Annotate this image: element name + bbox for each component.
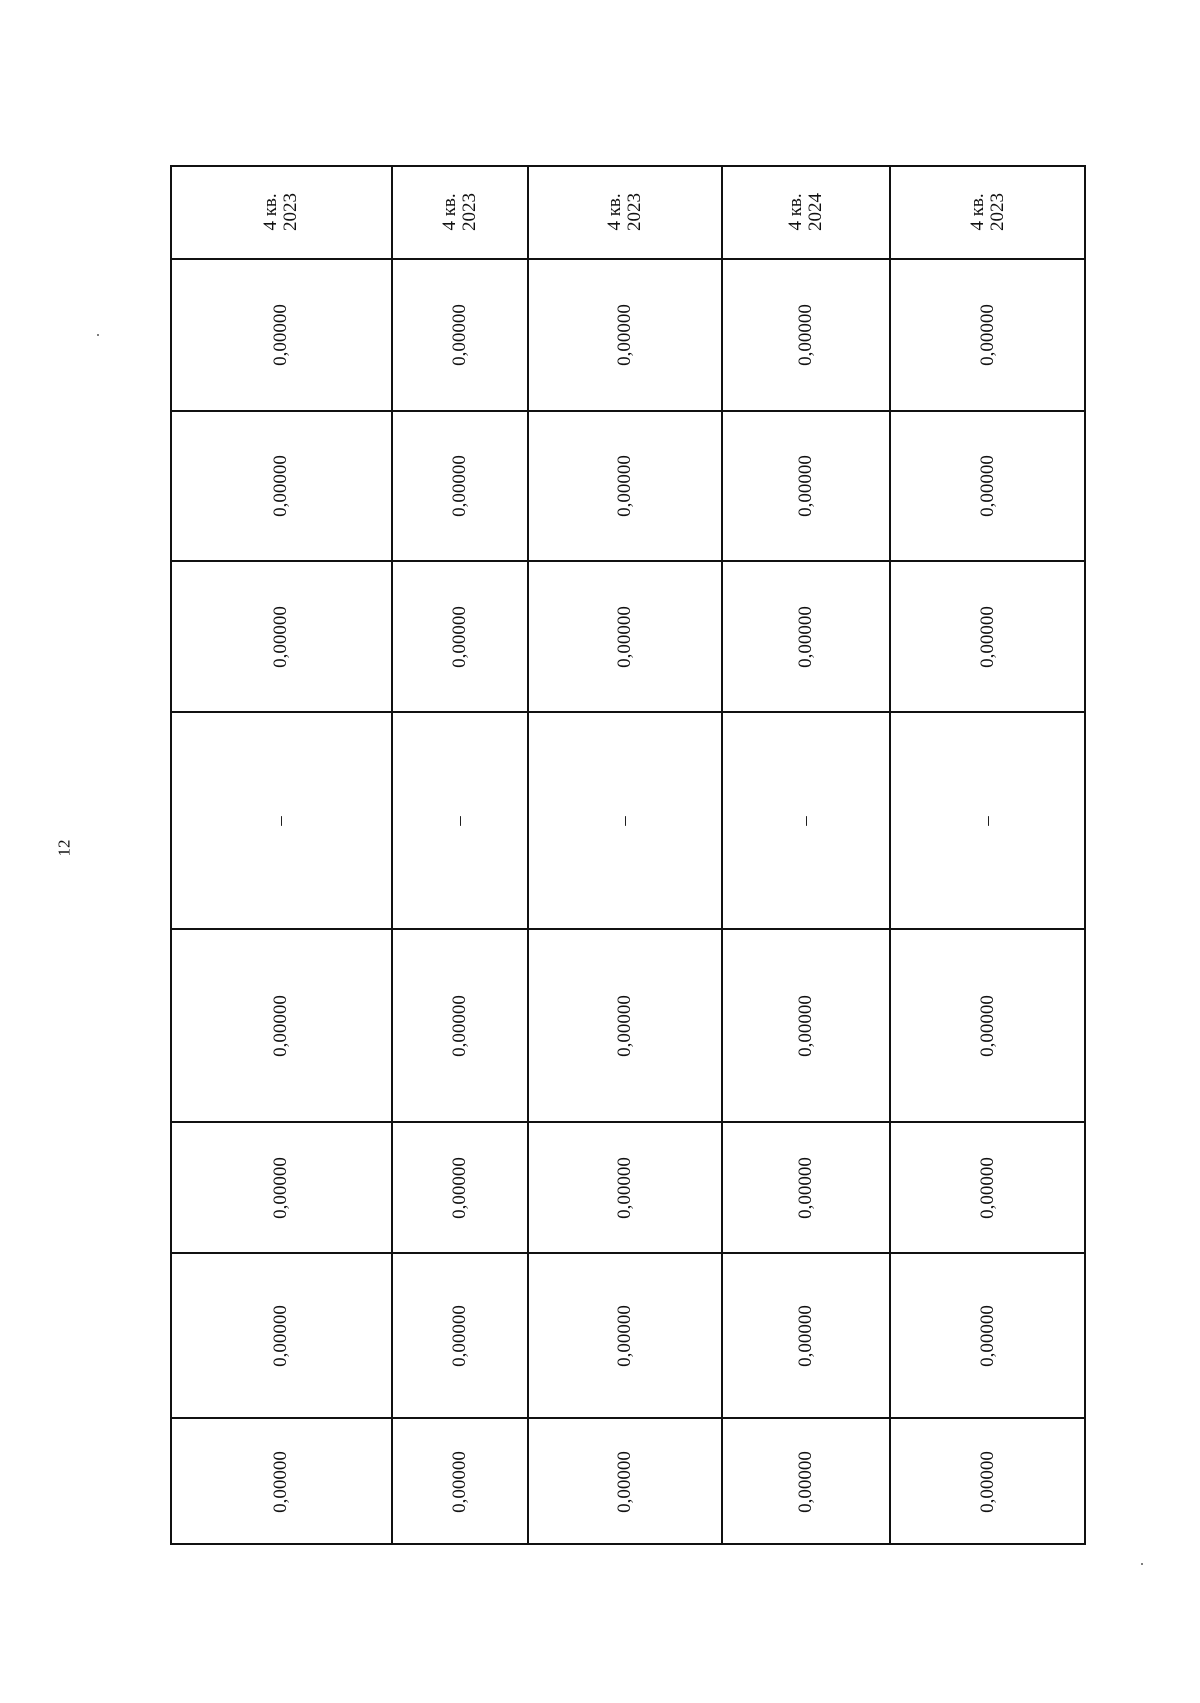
value-cell xyxy=(528,1253,722,1418)
value-cell xyxy=(722,1253,890,1418)
value-cell xyxy=(170,561,392,712)
value-text: 0,00000 xyxy=(449,455,471,517)
value-text: 0,00000 xyxy=(449,994,471,1057)
value-text: 0,00000 xyxy=(449,605,471,668)
value-text: 0,00000 xyxy=(795,455,817,517)
value-text: 0,00000 xyxy=(449,1304,471,1367)
value-text: 0,00000 xyxy=(977,1450,999,1513)
period-text: 4 кв. 2023 xyxy=(967,193,1008,231)
value-text: 0,00000 xyxy=(795,605,817,668)
value-cell xyxy=(528,929,722,1122)
value-text: 0,00000 xyxy=(270,605,292,668)
value-cell xyxy=(722,259,890,411)
value-text: 0,00000 xyxy=(977,1156,999,1219)
value-cell xyxy=(392,1418,528,1545)
value-cell xyxy=(722,411,890,561)
value-cell xyxy=(528,259,722,411)
value-cell xyxy=(528,561,722,712)
period-text: 4 кв. 2023 xyxy=(604,193,645,231)
value-text: 0,00000 xyxy=(795,994,817,1057)
value-cell xyxy=(170,929,392,1122)
value-cell xyxy=(890,259,1086,411)
value-cell xyxy=(890,1122,1086,1253)
page-number xyxy=(55,840,75,857)
data-table xyxy=(170,165,1086,1545)
period-cell xyxy=(528,165,722,259)
value-cell xyxy=(722,1418,890,1545)
value-cell xyxy=(392,1253,528,1418)
period-text: 4 кв. 2023 xyxy=(260,193,301,231)
value-cell xyxy=(392,1122,528,1253)
value-cell xyxy=(528,411,722,561)
value-cell xyxy=(890,1253,1086,1418)
value-text: 0,00000 xyxy=(270,994,292,1057)
value-text: – xyxy=(614,815,636,826)
value-text: 0,00000 xyxy=(614,455,636,517)
value-cell xyxy=(722,1122,890,1253)
value-text: 0,00000 xyxy=(795,1156,817,1219)
value-text: 0,00000 xyxy=(270,1450,292,1513)
value-text: – xyxy=(449,815,471,826)
value-cell xyxy=(392,259,528,411)
value-text: 0,00000 xyxy=(449,1156,471,1219)
value-text: 0,00000 xyxy=(270,1304,292,1367)
value-cell xyxy=(528,712,722,929)
page-number-text: 12 xyxy=(54,839,74,857)
value-cell xyxy=(392,712,528,929)
value-cell xyxy=(170,712,392,929)
period-cell xyxy=(170,165,392,259)
value-text: 0,00000 xyxy=(614,1156,636,1219)
value-cell xyxy=(170,259,392,411)
value-text: 0,00000 xyxy=(270,304,292,366)
value-text: 0,00000 xyxy=(614,1450,636,1513)
value-text: 0,00000 xyxy=(614,994,636,1057)
value-text: 0,00000 xyxy=(795,304,817,366)
period-text: 4 кв. 2023 xyxy=(439,193,480,231)
value-cell xyxy=(170,411,392,561)
value-text: – xyxy=(795,815,817,826)
value-text: 0,00000 xyxy=(977,455,999,517)
value-text: 0,00000 xyxy=(614,605,636,668)
value-text: 0,00000 xyxy=(977,1304,999,1367)
value-text: 0,00000 xyxy=(270,455,292,517)
value-cell xyxy=(170,1418,392,1545)
value-cell xyxy=(890,929,1086,1122)
value-cell xyxy=(890,712,1086,929)
value-text: 0,00000 xyxy=(449,304,471,366)
value-text: 0,00000 xyxy=(977,994,999,1057)
value-text: 0,00000 xyxy=(795,1304,817,1367)
period-cell xyxy=(890,165,1086,259)
value-text: 0,00000 xyxy=(795,1450,817,1513)
value-cell xyxy=(392,411,528,561)
value-cell xyxy=(722,712,890,929)
value-cell xyxy=(392,929,528,1122)
value-cell xyxy=(170,1122,392,1253)
value-cell xyxy=(722,561,890,712)
value-cell xyxy=(890,411,1086,561)
value-cell xyxy=(528,1418,722,1545)
period-cell xyxy=(392,165,528,259)
value-text: 0,00000 xyxy=(270,1156,292,1219)
value-text: – xyxy=(270,815,292,826)
value-text: 0,00000 xyxy=(614,1304,636,1367)
value-text: 0,00000 xyxy=(977,605,999,668)
value-text: 0,00000 xyxy=(614,304,636,366)
period-cell xyxy=(722,165,890,259)
value-text: – xyxy=(977,815,999,826)
value-text: 0,00000 xyxy=(449,1450,471,1513)
value-cell xyxy=(528,1122,722,1253)
value-cell xyxy=(890,561,1086,712)
scan-speck xyxy=(97,334,99,336)
value-cell xyxy=(392,561,528,712)
scan-speck xyxy=(1141,1563,1143,1565)
value-cell xyxy=(722,929,890,1122)
period-text: 4 кв. 2024 xyxy=(785,193,826,231)
value-cell xyxy=(170,1253,392,1418)
value-cell xyxy=(890,1418,1086,1545)
value-text: 0,00000 xyxy=(977,304,999,366)
